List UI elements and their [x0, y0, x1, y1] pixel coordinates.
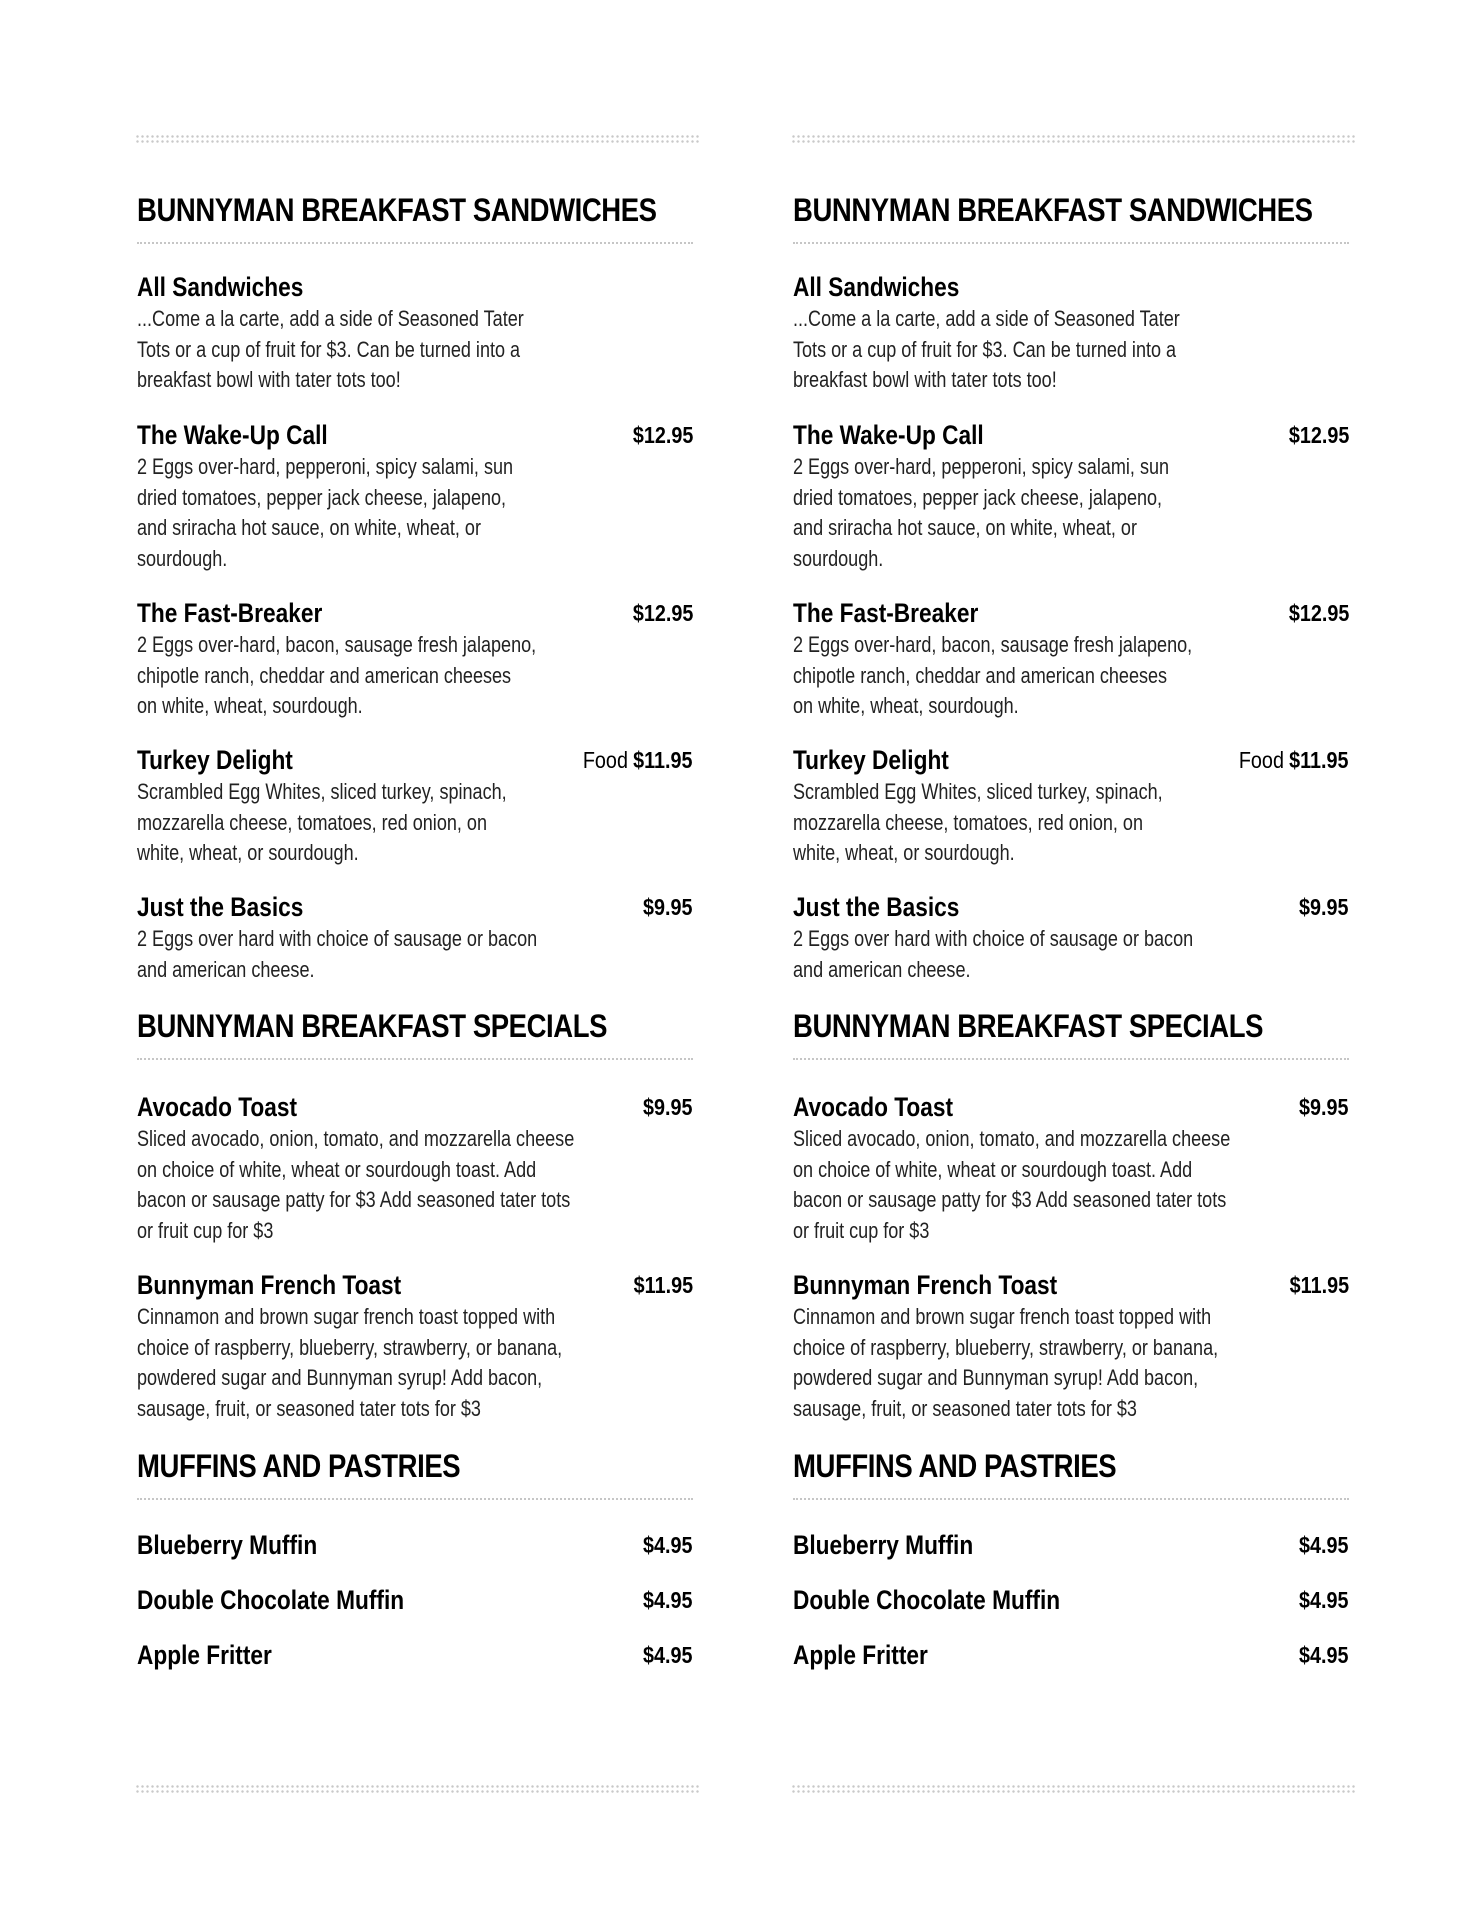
menu-item-price: $4.95: [643, 1587, 693, 1613]
description-line: choice of raspberry, blueberry, strawberry, or banana,: [793, 1334, 1219, 1360]
description-line: dried tomatoes, pepper jack cheese, jalapeno,: [793, 484, 1163, 510]
menu-item-price-group: [1299, 1583, 1349, 1617]
menu-item: [137, 596, 697, 722]
menu-item-name: Apple Fritter: [793, 1640, 928, 1670]
section-sandwiches: [793, 190, 1353, 244]
menu-item-header: [137, 418, 697, 452]
description-line: chipotle ranch, cheddar and american cheeses: [793, 662, 1168, 688]
description-line: on choice of white, wheat or sourdough toast. Add: [137, 1156, 537, 1182]
menu-item: [137, 1528, 697, 1562]
section-specials: [793, 1006, 1353, 1060]
section-sandwiches: [137, 190, 697, 244]
menu-item-price: $12.95: [632, 600, 693, 626]
description-line: sourdough.: [793, 545, 884, 571]
menu-item: [793, 1638, 1353, 1672]
menu-item-description: [137, 924, 563, 985]
menu-item: [137, 1090, 697, 1246]
menu-item-name: All Sandwiches: [793, 272, 960, 302]
menu-item-header: [793, 1268, 1353, 1302]
description-line: mozzarella cheese, tomatoes, red onion, on: [793, 809, 1143, 835]
description-line: 2 Eggs over-hard, pepperoni, spicy salami, sun: [137, 454, 514, 479]
menu-item-name: Avocado Toast: [137, 1092, 298, 1122]
description-line: sourdough.: [137, 545, 228, 571]
menu-item: [793, 890, 1353, 985]
menu-item-name: Blueberry Muffin: [137, 1530, 318, 1560]
menu-item-price-group: [643, 890, 693, 924]
menu-item-price-group: [632, 596, 693, 630]
section-divider: [137, 1498, 693, 1500]
menu-item-header: [137, 1528, 697, 1562]
menu-item-price: $11.95: [633, 747, 693, 773]
menu-item: [793, 270, 1353, 396]
description-line: 2 Eggs over hard with choice of sausage or bacon: [137, 926, 538, 951]
menu-item-price-group: [1288, 418, 1349, 452]
menu-item-price-group: [1290, 1268, 1349, 1302]
menu-item-price: $12.95: [1288, 600, 1349, 626]
menu-item-header: [137, 1268, 697, 1302]
menu-item-header: [793, 743, 1353, 777]
menu-item-price: $9.95: [1299, 894, 1349, 920]
top-dotted-border: [135, 134, 701, 145]
menu-item-header: [137, 1638, 697, 1672]
menu-item: [137, 743, 697, 869]
section-divider: [137, 242, 693, 244]
section-muffins: [793, 1446, 1353, 1500]
menu-item-header: [137, 596, 697, 630]
description-line: mozzarella cheese, tomatoes, red onion, on: [137, 809, 487, 835]
section-title: BUNNYMAN BREAKFAST SANDWICHES: [793, 192, 1313, 228]
menu-item: [793, 743, 1353, 869]
description-line: bacon or sausage patty for $3 Add seasoned tater tots: [137, 1187, 571, 1212]
top-dotted-border: [791, 134, 1357, 145]
description-line: and sriracha hot sauce, on white, wheat, or: [137, 515, 481, 540]
menu-item-price-group: [634, 1268, 693, 1302]
section-title: BUNNYMAN BREAKFAST SPECIALS: [793, 1008, 1264, 1044]
menu-item-price-group: [1239, 743, 1349, 777]
description-line: Scrambled Egg Whites, sliced turkey, spinach,: [793, 779, 1163, 804]
description-line: and american cheese.: [793, 956, 971, 982]
description-line: sausage, fruit, or seasoned tater tots for $3: [793, 1395, 1137, 1421]
description-line: or fruit cup for $3: [137, 1217, 274, 1243]
menu-item-description: [137, 630, 563, 722]
menu-column-2: [793, 0, 1353, 1920]
menu-item: [793, 1090, 1353, 1246]
section-title: MUFFINS AND PASTRIES: [137, 1448, 461, 1484]
menu-item-description: [137, 777, 563, 869]
section-title: BUNNYMAN BREAKFAST SPECIALS: [137, 1008, 608, 1044]
menu-item-price-group: [1299, 890, 1349, 924]
menu-item-name: All Sandwiches: [137, 272, 304, 302]
description-line: powdered sugar and Bunnyman syrup! Add bacon,: [793, 1365, 1199, 1390]
menu-item: [793, 596, 1353, 722]
menu-item-name: Bunnyman French Toast: [793, 1270, 1058, 1300]
menu-item-price: $4.95: [1299, 1587, 1349, 1613]
menu-item-price-group: [1299, 1638, 1349, 1672]
description-line: Scrambled Egg Whites, sliced turkey, spinach,: [137, 779, 507, 804]
menu-item-price-group: [1288, 596, 1349, 630]
menu-item-name: Avocado Toast: [793, 1092, 954, 1122]
section-specials: [137, 1006, 697, 1060]
bottom-dotted-border: [135, 1784, 701, 1795]
menu-item: [793, 1528, 1353, 1562]
menu-item-price-group: [1299, 1090, 1349, 1124]
menu-item-header: [793, 1638, 1353, 1672]
menu-item-price: $4.95: [1299, 1642, 1349, 1668]
menu-item-description: [793, 630, 1219, 722]
menu-item-header: [793, 418, 1353, 452]
menu-item-name: Double Chocolate Muffin: [137, 1585, 405, 1615]
menu-item: [137, 418, 697, 574]
menu-item-price-group: [583, 743, 693, 777]
description-line: on white, wheat, sourdough.: [137, 693, 363, 718]
description-line: sausage, fruit, or seasoned tater tots for $3: [137, 1395, 481, 1421]
section-divider: [793, 1498, 1349, 1500]
menu-item-price-prefix: Food: [1239, 747, 1285, 773]
description-line: Cinnamon and brown sugar french toast topped with: [137, 1304, 556, 1329]
description-line: ...Come a la carte, add a side of Seasoned Tater: [793, 306, 1180, 331]
menu-item-description: [793, 1302, 1219, 1424]
menu-item-header: [793, 1583, 1353, 1617]
description-line: breakfast bowl with tater tots too!: [793, 367, 1057, 392]
section-divider: [793, 1058, 1349, 1060]
menu-item-price: $4.95: [643, 1642, 693, 1668]
description-line: Cinnamon and brown sugar french toast topped with: [793, 1304, 1212, 1329]
section-title: BUNNYMAN BREAKFAST SANDWICHES: [137, 192, 657, 228]
menu-item-price-group: [643, 1638, 693, 1672]
menu-item-name: Turkey Delight: [137, 745, 293, 775]
description-line: 2 Eggs over-hard, bacon, sausage fresh jalapeno,: [793, 632, 1193, 657]
menu-item-price-group: [643, 1583, 693, 1617]
description-line: white, wheat, or sourdough.: [137, 840, 359, 865]
menu-item-header: [793, 596, 1353, 630]
menu-item: [137, 1638, 697, 1672]
menu-item-name: The Fast-Breaker: [793, 598, 979, 628]
menu-item-name: The Wake-Up Call: [137, 420, 328, 450]
menu-item-header: [137, 890, 697, 924]
menu-item-price-prefix: Food: [583, 747, 629, 773]
description-line: Tots or a cup of fruit for $3. Can be turned into a: [793, 336, 1177, 362]
menu-column-1: [137, 0, 697, 1920]
menu-item-description: [793, 304, 1219, 396]
description-line: 2 Eggs over-hard, pepperoni, spicy salami, sun: [793, 454, 1170, 479]
description-line: dried tomatoes, pepper jack cheese, jalapeno,: [137, 484, 507, 510]
description-line: breakfast bowl with tater tots too!: [137, 367, 401, 392]
description-line: Tots or a cup of fruit for $3. Can be turned into a: [137, 336, 521, 362]
menu-item: [793, 418, 1353, 574]
menu-item-header: [793, 1528, 1353, 1562]
menu-item-name: Turkey Delight: [793, 745, 949, 775]
description-line: bacon or sausage patty for $3 Add seasoned tater tots: [793, 1187, 1227, 1212]
menu-item-price: $4.95: [1299, 1532, 1349, 1558]
description-line: Sliced avocado, onion, tomato, and mozzarella cheese: [137, 1126, 575, 1151]
menu-item-name: Apple Fritter: [137, 1640, 272, 1670]
menu-item: [137, 1583, 697, 1617]
description-line: and american cheese.: [137, 956, 315, 982]
menu-item-price: $11.95: [1289, 747, 1349, 773]
menu-item-price: $4.95: [643, 1532, 693, 1558]
menu-item-name: Just the Basics: [137, 892, 304, 922]
menu-item: [137, 270, 697, 396]
bottom-dotted-border: [791, 1784, 1357, 1795]
menu-item-description: [137, 304, 563, 396]
menu-item: [137, 890, 697, 985]
menu-item-price-group: [1299, 1528, 1349, 1562]
menu-item: [793, 1583, 1353, 1617]
section-muffins: [137, 1446, 697, 1500]
description-line: ...Come a la carte, add a side of Seasoned Tater: [137, 306, 524, 331]
section-divider: [793, 242, 1349, 244]
menu-item: [137, 1268, 697, 1424]
menu-item-price-group: [643, 1090, 693, 1124]
menu-item-description: [793, 777, 1219, 869]
menu-item: [793, 1268, 1353, 1424]
menu-item-price-group: [632, 418, 693, 452]
menu-item-name: Bunnyman French Toast: [137, 1270, 402, 1300]
menu-item-name: Just the Basics: [793, 892, 960, 922]
menu-item-description: [137, 1302, 563, 1424]
menu-item-name: Blueberry Muffin: [793, 1530, 974, 1560]
menu-item-name: The Wake-Up Call: [793, 420, 984, 450]
menu-item-price: $11.95: [1289, 1272, 1349, 1298]
menu-item-price: $9.95: [643, 1094, 693, 1120]
menu-item-description: [793, 452, 1219, 574]
menu-item-header: [793, 890, 1353, 924]
menu-item-header: [137, 1090, 697, 1124]
description-line: chipotle ranch, cheddar and american cheeses: [137, 662, 512, 688]
menu-item-price: $12.95: [632, 422, 693, 448]
menu-item-price: $9.95: [643, 894, 693, 920]
menu-item-description: [793, 1124, 1231, 1246]
menu-item-name: Double Chocolate Muffin: [793, 1585, 1061, 1615]
menu-item-price: $9.95: [1299, 1094, 1349, 1120]
description-line: powdered sugar and Bunnyman syrup! Add bacon,: [137, 1365, 543, 1390]
menu-item-header: [137, 270, 697, 304]
menu-item-header: [793, 1090, 1353, 1124]
section-divider: [137, 1058, 693, 1060]
menu-item-header: [137, 743, 697, 777]
menu-item-header: [793, 270, 1353, 304]
menu-item-description: [793, 924, 1219, 985]
menu-item-price: $11.95: [633, 1272, 693, 1298]
menu-item-name: The Fast-Breaker: [137, 598, 323, 628]
menu-item-description: [137, 1124, 575, 1246]
description-line: and sriracha hot sauce, on white, wheat, or: [793, 515, 1137, 540]
menu-item-price-group: [643, 1528, 693, 1562]
menu-item-description: [137, 452, 563, 574]
description-line: on white, wheat, sourdough.: [793, 693, 1019, 718]
menu-item-price: $12.95: [1288, 422, 1349, 448]
description-line: 2 Eggs over-hard, bacon, sausage fresh jalapeno,: [137, 632, 537, 657]
description-line: choice of raspberry, blueberry, strawberry, or banana,: [137, 1334, 563, 1360]
description-line: 2 Eggs over hard with choice of sausage or bacon: [793, 926, 1194, 951]
description-line: Sliced avocado, onion, tomato, and mozzarella cheese: [793, 1126, 1231, 1151]
description-line: or fruit cup for $3: [793, 1217, 930, 1243]
section-title: MUFFINS AND PASTRIES: [793, 1448, 1117, 1484]
menu-item-header: [137, 1583, 697, 1617]
description-line: on choice of white, wheat or sourdough toast. Add: [793, 1156, 1193, 1182]
description-line: white, wheat, or sourdough.: [793, 840, 1015, 865]
